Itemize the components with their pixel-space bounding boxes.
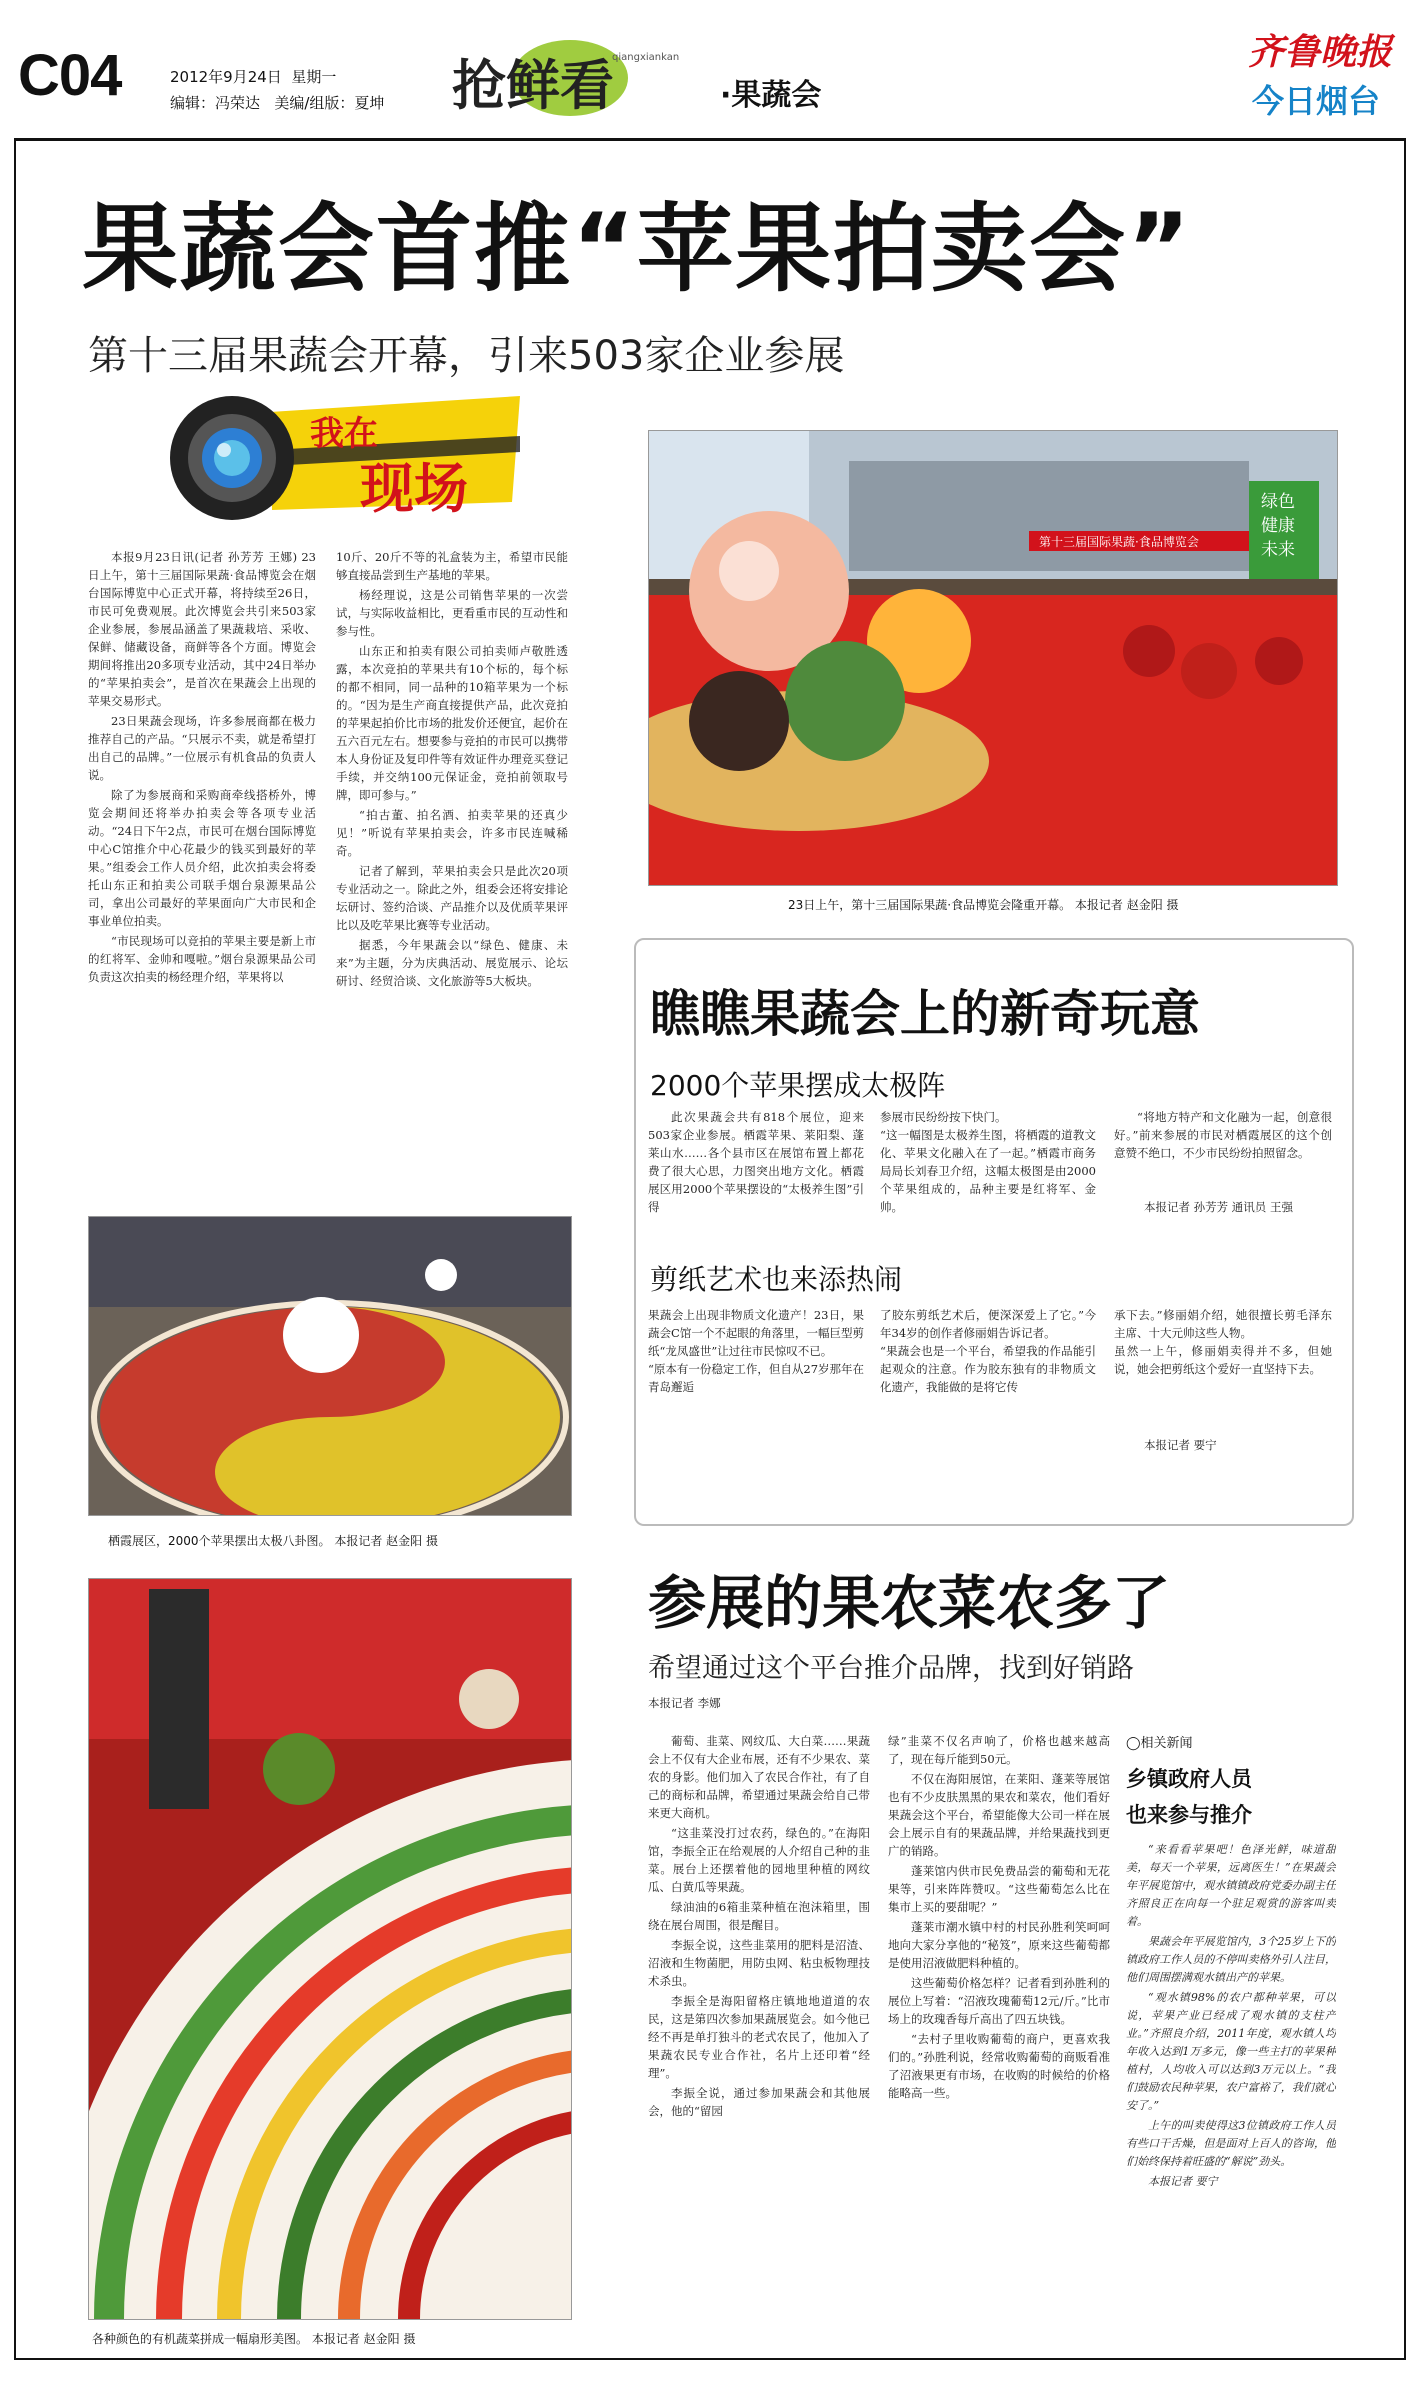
paragraph: “拍古董、拍名酒、拍卖苹果的还真少见！”听说有苹果拍卖会，许多市民连喊稀奇。: [336, 808, 568, 858]
weekday-text: 星期一: [291, 68, 337, 86]
taiji-apples-photo: [88, 1216, 572, 1516]
on-site-badge: [160, 392, 530, 522]
paragraph: 上午的叫卖使得这3位镇政府工作人员有些口干舌燥，但是面对上百人的咨询，他们始终保持着旺盛的“解说”劲头。: [1126, 2119, 1336, 2168]
novelty-sub1-col2: 参展市民纷纷按下快门。 “这一幅图是太极养生图，将栖霞的道教文化、苹果文化融入在了一起。”栖霞市商务局局长刘春卫介绍，这幅太极图是由2000个苹果组成的，品种主要是红将军、金帅。: [880, 1110, 1096, 1214]
paragraph: 杨经理说，这是公司销售苹果的一次尝试，与实际收益相比，更看重市民的互动性和参与性。: [336, 588, 568, 638]
farmers-subhead: 希望通过这个平台推介品牌，找到好销路: [648, 1653, 1134, 1684]
editor-credit: 编辑：冯荣达: [170, 94, 261, 112]
paragraph: 据悉，今年果蔬会以“绿色、健康、未来”为主题，分为庆典活动、展览展示、论坛研讨、经贸洽谈、文化旅游等5大板块。: [336, 938, 568, 988]
vegetable-fan-photo: [88, 1578, 572, 2320]
vegetable-fan-image: [89, 1579, 571, 2319]
paragraph: 记者了解到，苹果拍卖会只是此次20项专业活动之一。除此之外，组委会还将安排论坛研讨、签约洽谈、产品推介以及优质苹果评比以及吃苹果比赛等专业活动。: [336, 864, 568, 932]
page-left-rule: [14, 140, 16, 2360]
opening-ceremony-photo: [648, 430, 1338, 886]
edition-name: 今日烟台: [1252, 82, 1381, 120]
venue-banner-text: 第十三届国际果蔬·食品博览会: [1039, 535, 1199, 549]
section-logo-pinyin: qiangxiankan: [612, 52, 680, 63]
venue-sign-health: 健康: [1261, 516, 1295, 536]
paragraph: “去村子里收购葡萄的商户，更喜欢我们的。”孙胜利说，经常收购葡萄的商贩看准了沼液果更有市场，在收购的时候给的价格能略高一些。: [888, 2032, 1110, 2100]
taiji-apples-image: [89, 1217, 571, 1515]
paragraph: 果蔬会年平展览馆内，3个25岁上下的镇政府工作人员的不停叫卖格外引人注目，他们周围摆满观水镇出产的苹果。: [1126, 1935, 1336, 1984]
paragraph: 绿油油的6箱韭菜种植在泡沫箱里，围绕在展台周围，很是醒目。: [648, 1900, 870, 1932]
page-bottom-rule: [14, 2358, 1406, 2360]
paragraph: 10斤、20斤不等的礼盒装为主，希望市民能够直接品尝到生产基地的苹果。: [336, 550, 568, 582]
paragraph: 蓬莱市潮水镇中村的村民孙胜利笑呵呵地向大家分享他的“秘笈”，原来这些葡萄都是使用沼液做肥料种植的。: [888, 1920, 1110, 1970]
novelty-box-title: 瞧瞧果蔬会上的新奇玩意: [650, 985, 1200, 1043]
related-news-title-line2: 也来参与推介: [1126, 1803, 1252, 1827]
lead-headline: 果蔬会首推“苹果拍卖会”: [82, 193, 1193, 305]
farmers-headline: 参展的果农菜农多了: [648, 1569, 1171, 1637]
novelty-sub1-title: 2000个苹果摆成太极阵: [650, 1069, 946, 1102]
novelty-sub2-col1: 果蔬会上出现非物质文化遗产！23日，果蔬会C馆一个不起眼的角落里，一幅巨型剪纸“龙凤盛世”让过往市民惊叹不已。 “原本有一份稳定工作，但自从27岁那年在青岛邂逅: [648, 1308, 865, 1394]
novelty-sub1-col3: “将地方特产和文化融为一起，创意很好。”前来参展的市民对栖霞展区的这个创意赞不绝口，不少市民纷纷拍照留念。: [1114, 1110, 1332, 1160]
vegetable-photo-caption: 各种颜色的有机蔬菜拼成一幅扇形美图。 本报记者 赵金阳 摄: [92, 2332, 416, 2346]
related-news-body: [1126, 1841, 1336, 2191]
designer-credit: 美编/组版：夏坤: [274, 94, 385, 112]
paragraph: “这韭菜没打过农药，绿色的。”在海阳馆，李振全正在给观展的人介绍自己种的韭菜。展台上还摆着他的园地里种植的网纹瓜、白黄瓜等果蔬。: [648, 1826, 870, 1894]
paragraph: 葡萄、韭菜、网纹瓜、大白菜……果蔬会上不仅有大企业布展，还有不少果农、菜农的身影。他们加入了农民合作社，有了自己的商标和品牌，希望通过果蔬会给自己带来更大商机。: [648, 1734, 870, 1820]
novelty-box: [634, 938, 1354, 1526]
badge-text-line1: 我在: [310, 414, 378, 454]
staff-credits: [170, 92, 384, 113]
paragraph: 绿”韭菜不仅名声响了，价格也越来越高了，现在每斤能到50元。: [888, 1734, 1110, 1766]
paragraph: 这些葡萄价格怎样？记者看到孙胜利的展位上写着：“沼液玫瑰葡萄12元/斤。”比市场上的玫瑰香每斤高出了四五块钱。: [888, 1976, 1110, 2026]
paragraph: 李振全说，通过参加果蔬会和其他展会，他的“留园: [648, 2086, 870, 2118]
farmers-byline: 本报记者 李娜: [648, 1696, 721, 1710]
novelty-sub2-byline: 本报记者 要宁: [1144, 1438, 1217, 1452]
section-logo-graphic: [448, 38, 738, 116]
novelty-sub2-title: 剪纸艺术也来添热闹: [650, 1263, 903, 1296]
paragraph: 蓬莱馆内供市民免费品尝的葡萄和无花果等，引来阵阵赞叹。“这些葡萄怎么比在集市上买的要甜呢？”: [888, 1864, 1110, 1914]
date-text: 2012年9月24日: [170, 68, 282, 86]
paragraph: 本报9月23日讯(记者 孙芳芳 王娜) 23日上午，第十三届国际果蔬·食品博览会在烟台国际博览中心正式开幕，将持续至26日，市民可免费观展。此次博览会共引来503家企业参展，参展品涵盖了果蔬栽培、采收、保鲜、储藏设备，商鲜等各个方面。博览会期间将推出20多项专业活动，其中24日举办的“苹果拍卖会”，是首次在果蔬会上出现的苹果交易形式。: [88, 550, 316, 708]
venue-sign-green: 绿色: [1261, 492, 1295, 512]
section-logo-text: 抢鲜看: [452, 54, 614, 116]
paragraph: “市民现场可以竞拍的苹果主要是新上市的红将军、金帅和嘎啦。”烟台泉源果品公司负责这次拍卖的杨经理介绍，苹果将以: [88, 934, 316, 984]
related-news-byline: 本报记者 要宁: [1148, 2175, 1218, 2188]
paragraph: 李振全是海阳留格庄镇地地道道的农民，这是第四次参加果蔬展览会。如今他已经不再是单打独斗的老式农民了，他加入了果蔬农民专业合作社，名片上还印着“经理”。: [648, 1994, 870, 2080]
section-logo: [448, 38, 738, 116]
taiji-photo-caption: 栖霞展区，2000个苹果摆出太极八卦图。 本报记者 赵金阳 摄: [108, 1534, 438, 1548]
opening-photo-caption: 23日上午，第十三届国际果蔬·食品博览会隆重开幕。 本报记者 赵金阳 摄: [788, 898, 1179, 912]
masthead-rule: [14, 138, 1406, 141]
novelty-sub2-col3: 承下去。”修丽娟介绍，她很擅长剪毛泽东主席、十大元帅这些人物。 虽然一上午，修丽娟卖得并不多，但她说，她会把剪纸这个爱好一直坚持下去。: [1114, 1308, 1332, 1376]
related-news-label: ◯相关新闻: [1126, 1736, 1193, 1751]
farmers-article-col1: [648, 1732, 870, 2352]
paragraph: 山东正和拍卖有限公司拍卖师卢敬胜透露，本次竞拍的苹果共有10个标的，每个标的都不相同，同一品种的10箱苹果为一个标的。“因为是生产商直接提供产品，此次竞拍的苹果起拍价比市场的批发价还便宜，起价在五六百元左右。想要参与竞拍的市民可以携带本人身份证及复印件等有效证件办理竞买登记手续，并交纳100元保证金，竞拍前领取号牌，即可参与。”: [336, 644, 568, 802]
paragraph: 不仅在海阳展馆，在莱阳、蓬莱等展馆也有不少皮肤黑黑的果农和菜农，他们看好果蔬会这个平台，希望能像大公司一样在展会上展示自有的果蔬品牌，并给果蔬找到更广的销路。: [888, 1772, 1110, 1858]
paragraph: “来看看苹果吧！色泽光鲜，味道甜美，每天一个苹果，远离医生！”在果蔬会年平展览馆中，观水镇镇政府党委办副主任齐照良正在向每一个驻足观赏的游客叫卖着。: [1126, 1843, 1336, 1928]
badge-text-line2: 现场: [360, 457, 468, 520]
opening-ceremony-image: [649, 431, 1337, 885]
lead-article-col1: [88, 548, 316, 1188]
paragraph: “观水镇98%的农户都种苹果，可以说，苹果产业已经成了观水镇的支柱产业。”齐照良介绍，2011年度，观水镇人均年收入达到1万多元，像一些主打的苹果种植村，人均收入可以达到3万元以上。“我们鼓励农民种苹果，农户富裕了，我们就心安了。”: [1126, 1991, 1336, 2112]
section-name: ·果蔬会: [720, 78, 822, 113]
related-news-title-line1: 乡镇政府人员: [1126, 1767, 1252, 1791]
venue-sign-future: 未来: [1261, 540, 1295, 560]
related-news-sidebar: [1126, 1732, 1336, 2348]
lead-subhead: 第十三届果蔬会开幕，引来503家企业参展: [88, 333, 845, 379]
paragraph: 23日果蔬会现场，许多参展商都在极力推荐自己的产品。“只展示不卖，就是希望打出自己的品牌。”一位展示有机食品的负责人说。: [88, 714, 316, 782]
farmers-article-col2: [888, 1732, 1110, 2352]
novelty-sub2-col2: 了胶东剪纸艺术后，便深深爱上了它。”今年34岁的创作者修丽娟告诉记者。 “果蔬会也是一个平台，希望我的作品能引起观众的注意。作为胶东独有的非物质文化遗产，我能做的是将它传: [880, 1308, 1096, 1394]
page-right-rule: [1404, 140, 1406, 2360]
lead-article-col2: [336, 548, 568, 1188]
paragraph: 李振全说，这些韭菜用的肥料是沼渣、沼液和生物菌肥，用防虫网、粘虫板物理技术杀虫。: [648, 1938, 870, 1988]
issue-date: [170, 66, 336, 87]
paragraph: 除了为参展商和采购商牵线搭桥外，博览会期间还将举办拍卖会等各项专业活动。“24日下午2点，市民可在烟台国际博览中心C馆推介中心花最少的钱买到最好的苹果。”组委会工作人员介绍，此次拍卖会将委托山东正和拍卖公司联手烟台泉源果品公司，拿出公司最好的苹果面向广大市民和企事业单位拍卖。: [88, 788, 316, 928]
paper-name: 齐鲁晚报: [1248, 31, 1393, 73]
page-code: C04: [18, 43, 122, 108]
novelty-sub1-byline: 本报记者 孙芳芳 通讯员 王强: [1144, 1200, 1293, 1214]
novelty-sub1-col1: 此次果蔬会共有818个展位，迎来503家企业参展。栖霞苹果、莱阳梨、蓬莱山水……各个县市区在展馆布置上都花费了很大心思，力图突出地方文化。栖霞展区用2000个苹果摆设的“太极养生图”引得: [648, 1110, 864, 1214]
